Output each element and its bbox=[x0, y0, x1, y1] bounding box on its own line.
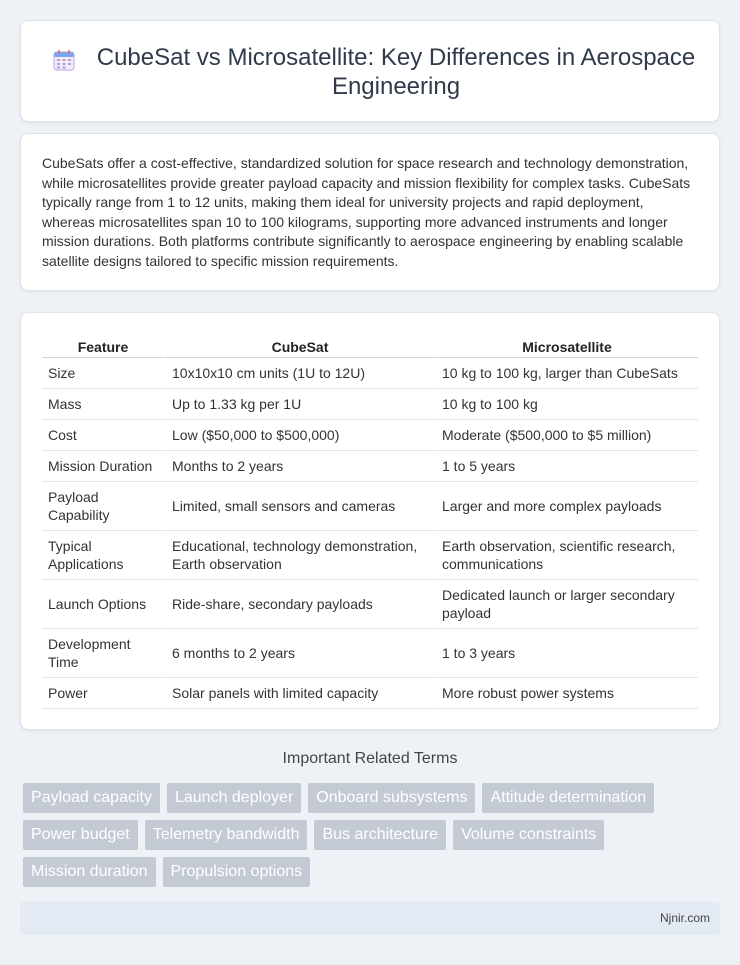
row-microsatellite: Dedicated launch or larger secondary payload bbox=[434, 580, 698, 629]
related-terms-list bbox=[23, 783, 713, 887]
row-microsatellite: 10 kg to 100 kg, larger than CubeSats bbox=[434, 358, 698, 389]
intro-paragraph: CubeSats offer a cost-effective, standardized solution for space research and technology demonstration, while microsatellites provide greater payload capacity and mission flexibility for complex tasks. CubeSats typically range from 1 to 12 units, making them ideal for university projects and rapid deployment, whereas microsatellites span 10 to 100 kilograms, supporting more advanced instruments and longer mission durations. Both platforms contribute significantly to aerospace engineering by enabling scalable satellite designs tailored to specific mission requirements. bbox=[42, 155, 691, 269]
row-microsatellite: 1 to 5 years bbox=[434, 451, 698, 482]
row-feature: Launch Options bbox=[42, 580, 164, 629]
row-feature: Payload Capability bbox=[42, 482, 164, 531]
row-microsatellite: 1 to 3 years bbox=[434, 629, 698, 678]
row-feature: Typical Applications bbox=[42, 531, 164, 580]
row-feature: Mission Duration bbox=[42, 451, 164, 482]
row-cubesat: Ride-share, secondary payloads bbox=[164, 580, 434, 629]
comparison-table bbox=[42, 333, 698, 709]
table-row bbox=[42, 580, 698, 629]
footer bbox=[20, 902, 720, 935]
row-microsatellite: More robust power systems bbox=[434, 678, 698, 709]
header-cubesat: CubeSat bbox=[164, 333, 434, 358]
row-microsatellite: Earth observation, scientific research, communications bbox=[434, 531, 698, 580]
row-microsatellite: Moderate ($500,000 to $5 million) bbox=[434, 420, 698, 451]
row-cubesat: Solar panels with limited capacity bbox=[164, 678, 434, 709]
header-microsatellite: Microsatellite bbox=[434, 333, 698, 358]
related-terms-title: Important Related Terms bbox=[282, 750, 458, 767]
table-row bbox=[42, 482, 698, 531]
term-tag[interactable]: Launch deployer bbox=[167, 783, 301, 813]
term-tag[interactable]: Volume constraints bbox=[453, 820, 604, 850]
footer-site-link[interactable]: Njnir.com bbox=[659, 911, 710, 925]
row-feature: Mass bbox=[42, 389, 164, 420]
term-tag[interactable]: Onboard subsystems bbox=[308, 783, 475, 813]
row-cubesat: 6 months to 2 years bbox=[164, 629, 434, 678]
intro-card bbox=[20, 133, 720, 291]
row-feature: Size bbox=[42, 358, 164, 389]
table-row bbox=[42, 358, 698, 389]
row-cubesat: Months to 2 years bbox=[164, 451, 434, 482]
row-feature: Development Time bbox=[42, 629, 164, 678]
table-row bbox=[42, 678, 698, 709]
row-cubesat: Up to 1.33 kg per 1U bbox=[164, 389, 434, 420]
table-row bbox=[42, 629, 698, 678]
table-row bbox=[42, 389, 698, 420]
header-card bbox=[20, 20, 720, 122]
row-feature: Cost bbox=[42, 420, 164, 451]
term-tag[interactable]: Power budget bbox=[23, 820, 138, 850]
term-tag[interactable]: Telemetry bandwidth bbox=[145, 820, 308, 850]
term-tag[interactable]: Bus architecture bbox=[314, 820, 446, 850]
term-tag[interactable]: Mission duration bbox=[23, 857, 156, 887]
comparison-table-card bbox=[20, 312, 720, 730]
row-cubesat: Educational, technology demonstration, Earth observation bbox=[164, 531, 434, 580]
table-row bbox=[42, 451, 698, 482]
row-cubesat: Limited, small sensors and cameras bbox=[164, 482, 434, 531]
page-title: CubeSat vs Microsatellite: Key Differences in Aerospace Engineering bbox=[96, 44, 696, 100]
term-tag[interactable]: Attitude determination bbox=[482, 783, 654, 813]
term-tag[interactable]: Propulsion options bbox=[163, 857, 311, 887]
term-tag[interactable]: Payload capacity bbox=[23, 783, 160, 813]
header-feature: Feature bbox=[42, 333, 164, 358]
row-cubesat: 10x10x10 cm units (1U to 12U) bbox=[164, 358, 434, 389]
table-row bbox=[42, 531, 698, 580]
row-feature: Power bbox=[42, 678, 164, 709]
row-cubesat: Low ($50,000 to $500,000) bbox=[164, 420, 434, 451]
table-row bbox=[42, 420, 698, 451]
row-microsatellite: Larger and more complex payloads bbox=[434, 482, 698, 531]
row-microsatellite: 10 kg to 100 kg bbox=[434, 389, 698, 420]
